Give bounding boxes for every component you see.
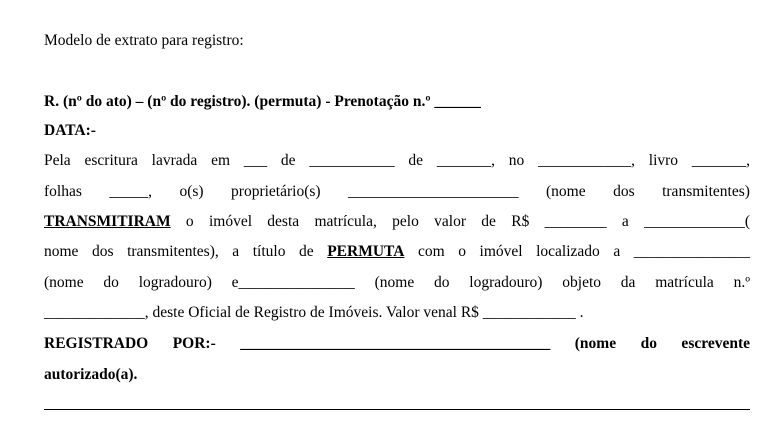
autorizado-line: autorizado(a).: [44, 366, 138, 383]
line-2-word: (nome: [546, 183, 586, 200]
document-heading: Modelo de extrato para registro:: [44, 32, 244, 49]
transmitiram-keyword: TRANSMITIRAM: [44, 213, 171, 230]
paragraph-line-2: [44, 183, 750, 201]
line-3-text: o imóvel desta matrícula, pelo valor de R$ ________ a _____________(: [185, 213, 751, 230]
registrado-por-line: [44, 335, 750, 353]
line-2-word: dos: [613, 183, 635, 200]
line-4-text: nome dos transmitentes), a título de: [44, 243, 314, 260]
line-2-word: ______________________: [348, 183, 519, 200]
paragraph-line-6: [44, 304, 584, 322]
document-title: R. (nº do ato) – (nº do registro). (permuta) - Prenotação n.º ______: [44, 93, 481, 110]
line-2-word: proprietário(s): [231, 183, 321, 200]
line-2-word: _____,: [109, 183, 152, 200]
date-label: DATA:-: [44, 122, 96, 139]
registrado-por-text: REGISTRADO POR:- ________________________________________ (nome do escrevente: [44, 335, 750, 352]
line-2-word: transmitentes): [662, 183, 750, 200]
paragraph-line-3: [44, 213, 750, 231]
permuta-keyword: PERMUTA: [327, 243, 405, 260]
bottom-signature-rule: [44, 409, 750, 410]
paragraph-line-1: [44, 152, 750, 170]
line-2-word: folhas: [44, 183, 82, 200]
line-4-text-end: com o imóvel localizado a _______________: [417, 243, 751, 260]
line-2-word: o(s): [179, 183, 204, 200]
line-5-text: (nome do logradouro) e_______________ (nome do logradouro) objeto da matrícula n.º: [44, 274, 750, 291]
paragraph-line-4: [44, 243, 750, 261]
paragraph-line-5: [44, 274, 750, 292]
line-6-text: _____________, deste Oficial de Registro de Imóveis. Valor venal R$ ____________ .: [44, 304, 584, 321]
line-1-text: Pela escritura lavrada em ___ de ___________ de _______, no ____________, livro _______,: [44, 152, 750, 169]
